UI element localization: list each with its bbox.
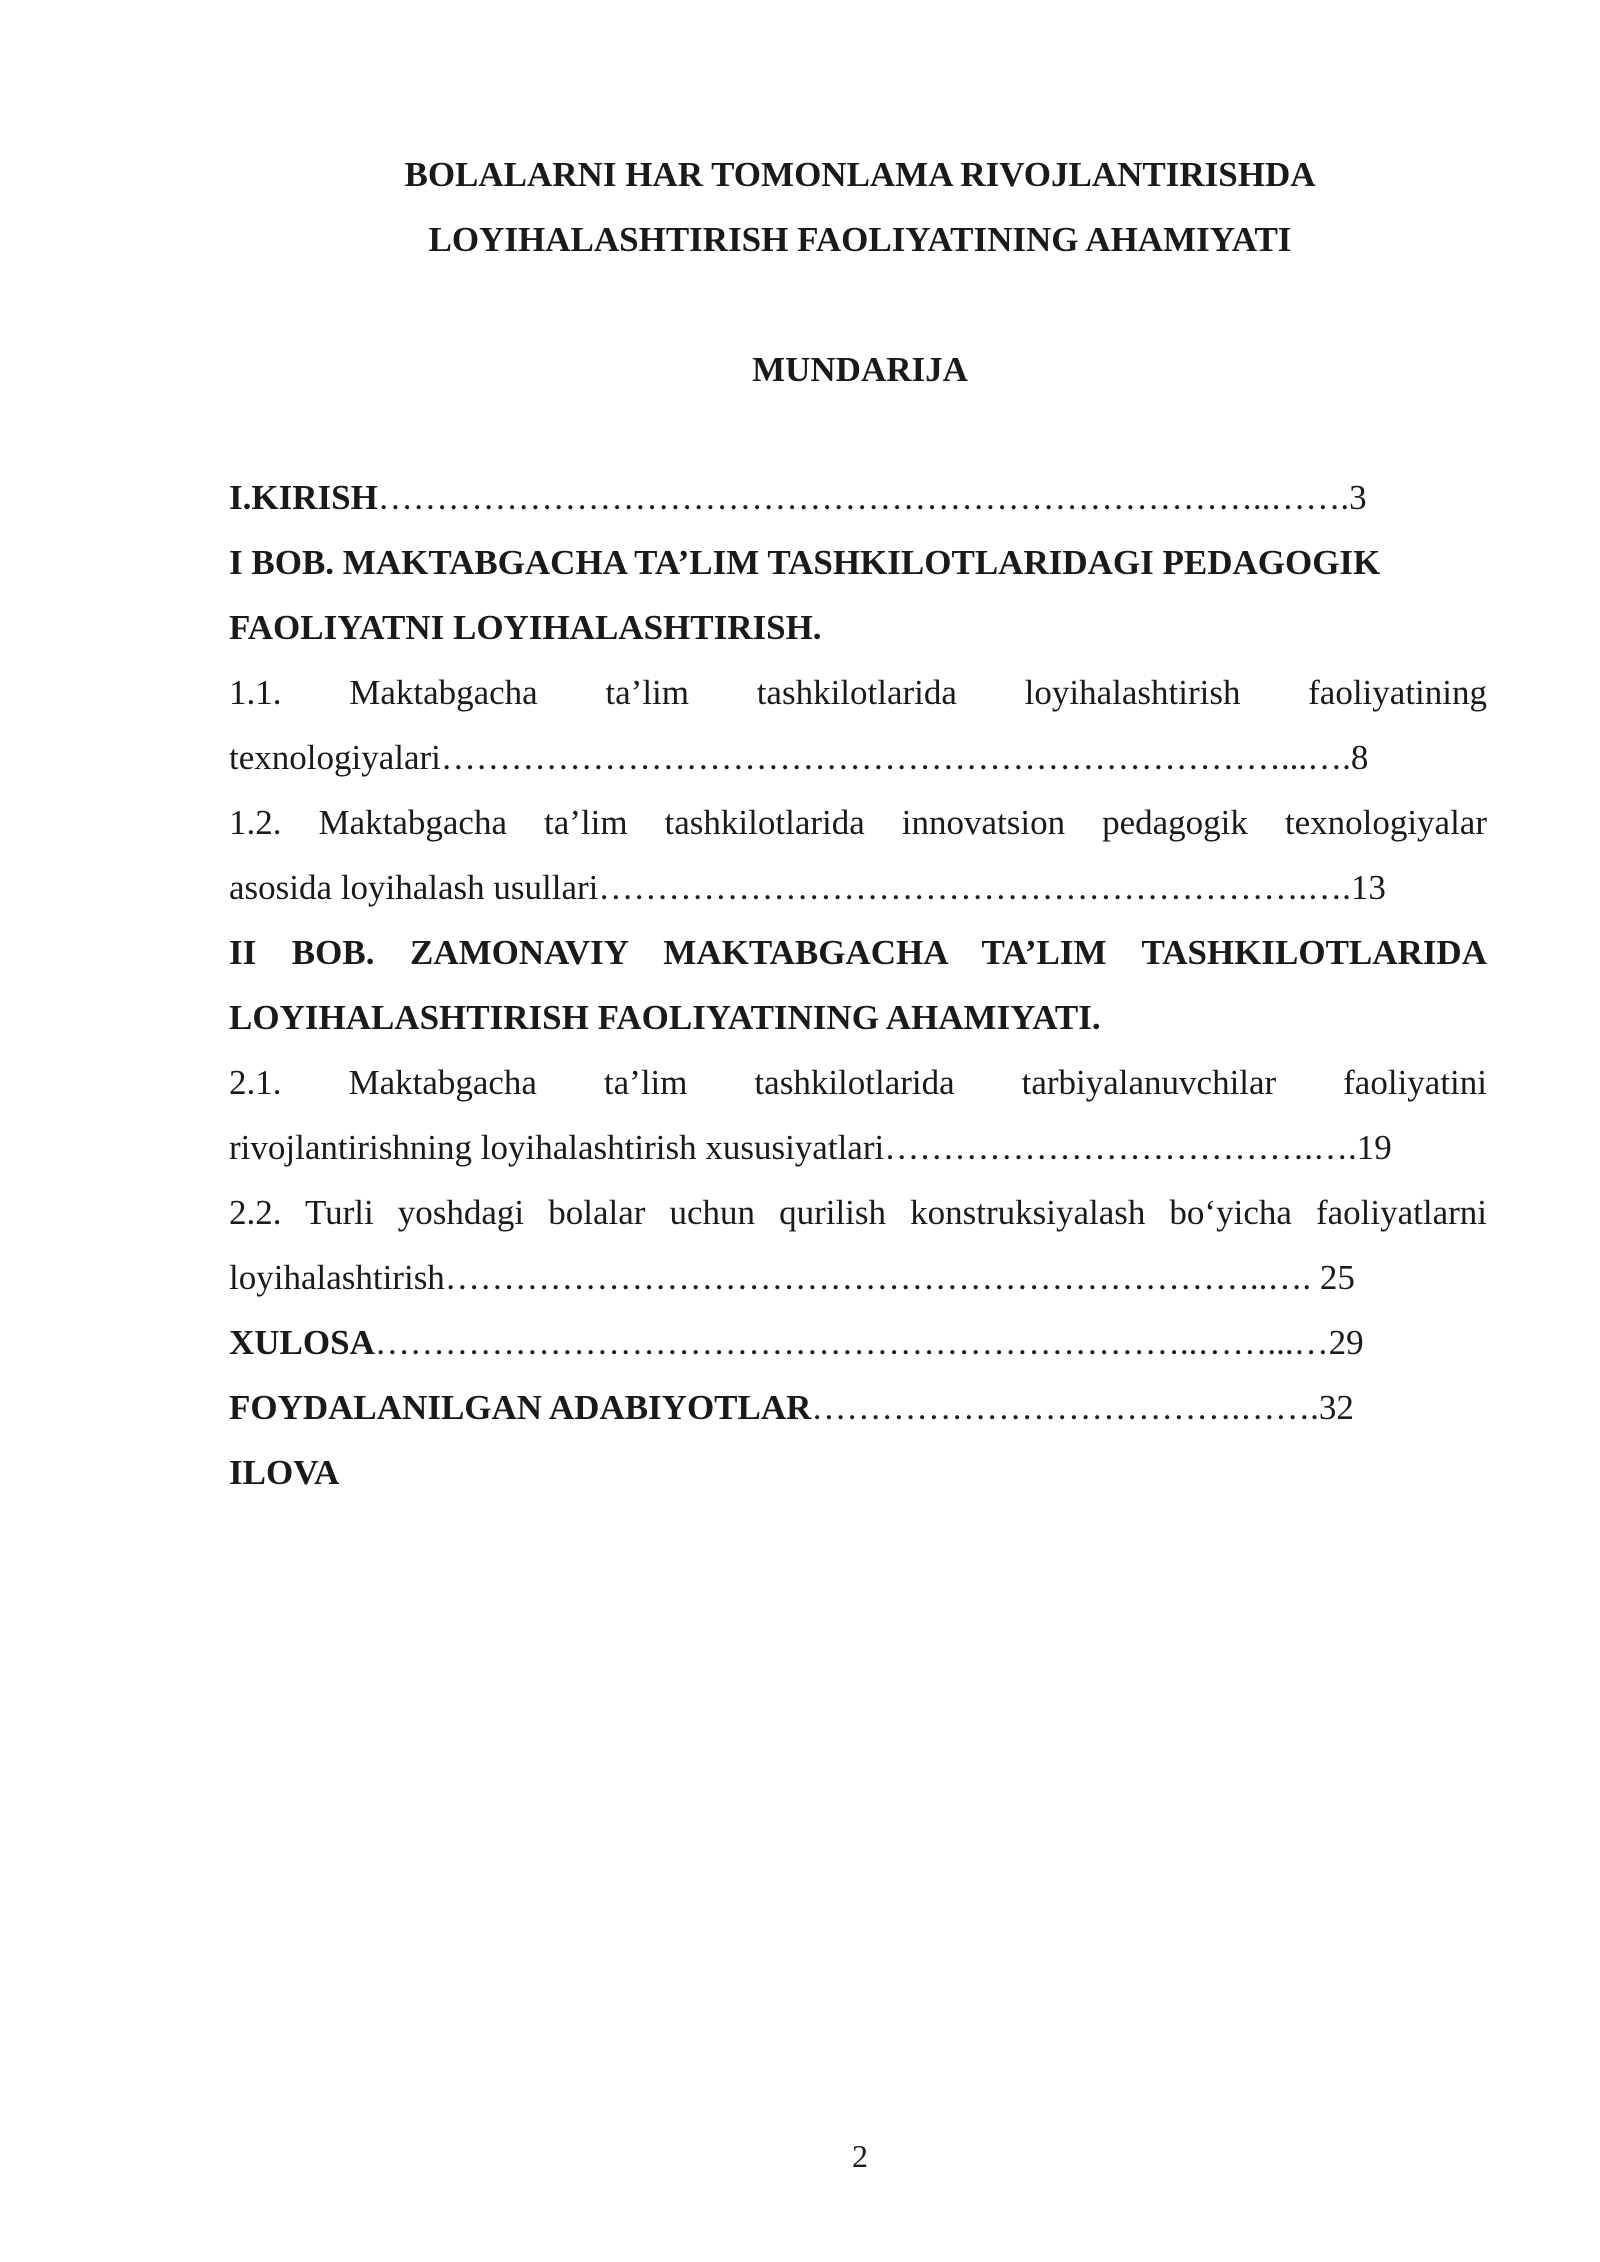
toc-section-1-2-leader: …………………………………………………….…. — [598, 868, 1351, 907]
toc-intro-leader: …………………………………………………………………..……. — [377, 478, 1350, 517]
toc-section-2-1-label: rivojlantirishning loyihalashtirish xususiyatlari — [229, 1128, 885, 1167]
toc-section-1-1-line1[interactable]: 1.1. Maktabgacha ta’lim tashkilotlarida loyihalashtirish faoliyatining — [229, 673, 1487, 712]
toc-section-2-2-line1[interactable]: 2.2. Turli yoshdagi bolalar uchun qurilish konstruksiyalash bo‘yicha faoliyatlarni — [229, 1193, 1487, 1232]
toc-section-1-2-label: asosida loyihalash usullari — [229, 868, 599, 907]
toc-conclusion-label: XULOSA — [229, 1323, 375, 1362]
toc-section-1-2-page: 13 — [1350, 868, 1386, 907]
toc-section-2-2-leader: ……………………………………………………………..…. — [444, 1258, 1312, 1297]
toc-entry-conclusion[interactable] — [229, 1319, 1487, 1367]
toc-chapter2-line2[interactable]: LOYIHALASHTIRISH FAOLIYATINING AHAMIYATI. — [229, 998, 1101, 1037]
toc-entry-section-2-1[interactable] — [229, 1124, 1487, 1172]
title-line-2: LOYIHALASHTIRISH FAOLIYATINING AHAMIYATI — [428, 220, 1292, 259]
title-line-1: BOLALARNI HAR TOMONLAMA RIVOJLANTIRISHDA — [404, 155, 1316, 194]
toc-section-1-1-leader: ………………………………………………………………...…. — [440, 738, 1351, 777]
toc-entry-section-2-2[interactable] — [229, 1254, 1487, 1302]
toc-section-2-2-page: 25 — [1311, 1258, 1355, 1297]
toc-entry-references[interactable] — [229, 1384, 1487, 1432]
toc-references-label: FOYDALANILGAN ADABIYOTLAR — [229, 1388, 812, 1427]
toc-section-2-1-page: 19 — [1356, 1128, 1392, 1167]
toc-section-1-2-line1[interactable]: 1.2. Maktabgacha ta’lim tashkilotlarida innovatsion pedagogik texnologiyalar — [229, 803, 1487, 842]
toc-entry-section-1-2[interactable] — [229, 864, 1487, 912]
toc-conclusion-page: 29 — [1328, 1323, 1364, 1362]
toc-entry-intro[interactable] — [229, 474, 1487, 522]
toc-section-2-1-line1[interactable]: 2.1. Maktabgacha ta’lim tashkilotlarida tarbiyalanuvchilar faoliyatini — [229, 1063, 1487, 1102]
contents-heading: MUNDARIJA — [752, 350, 968, 389]
toc-chapter1-line1[interactable]: I BOB. MAKTABGACHA TA’LIM TASHKILOTLARIDAGI PEDAGOGIK — [229, 543, 1381, 582]
toc-section-1-1-page: 8 — [1350, 738, 1369, 777]
toc-chapter1-line2[interactable]: FAOLIYATNI LOYIHALASHTIRISH. — [229, 608, 822, 647]
toc-section-1-1-label: texnologiyalari — [229, 738, 441, 777]
toc-section-2-1-leader: ……………………………….…. — [884, 1128, 1357, 1167]
toc-entry-section-1-1[interactable] — [229, 734, 1487, 782]
toc-section-2-2-label: loyihalashtirish — [229, 1258, 445, 1297]
toc-entry-appendix[interactable]: ILOVA — [229, 1453, 340, 1492]
page-number: 2 — [852, 2138, 868, 2174]
toc-conclusion-leader: ……………………………………………………………..……...… — [374, 1323, 1329, 1362]
toc-references-leader: ……………………………….……. — [811, 1388, 1319, 1427]
toc-intro-label: I.KIRISH — [229, 478, 378, 517]
toc-chapter2-line1[interactable]: II BOB. ZAMONAVIY MAKTABGACHA TA’LIM TASHKILOTLARIDA — [229, 933, 1487, 972]
toc-references-page: 32 — [1318, 1388, 1354, 1427]
toc-intro-page: 3 — [1349, 478, 1367, 517]
